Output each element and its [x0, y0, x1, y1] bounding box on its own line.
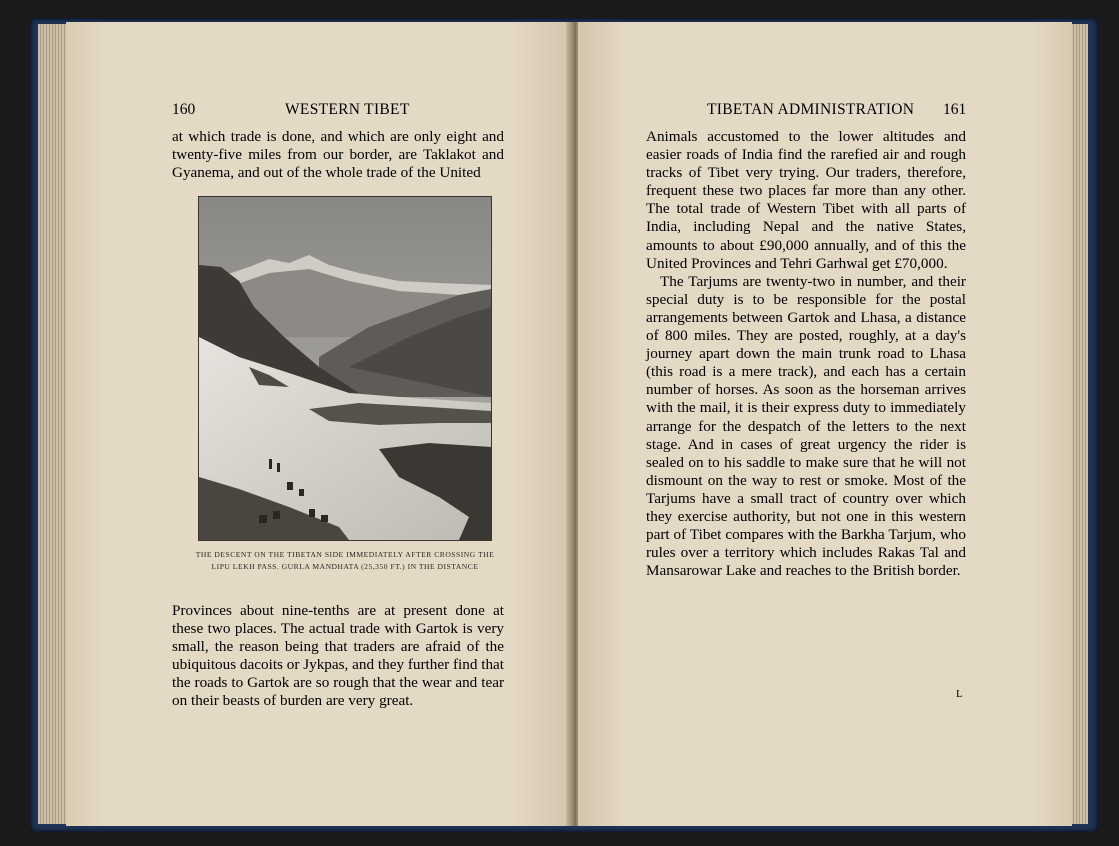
caption-line-1: THE DESCENT ON THE TIBETAN SIDE IMMEDIATELY AFTER CROSSING THE [195, 550, 495, 559]
left-bottom-paragraph: Provinces about nine-tenths are at present done at these two places. The actual trade with Gartok is very small, the reason being that traders are afraid of the ubiquitous dacoits or Jykpas, and they further find that the roads to Gartok are so rough that the wear and tear on their beasts of burden are very great. [172, 602, 504, 710]
left-page-number: 160 [172, 101, 196, 118]
mountain-photograph [198, 196, 492, 541]
photo-caption [190, 549, 500, 573]
right-page-number: 161 [943, 101, 967, 118]
right-body-text [646, 128, 966, 580]
left-running-head: WESTERN TIBET [285, 101, 410, 118]
left-bottom-text [172, 602, 504, 711]
right-paragraph-2: The Tarjums are twenty-two in number, and their special duty is to be responsible for the postal arrangements between Gartok and Lhasa, a distance of 800 miles. They are posted, roughly, at a day's journey apart down the main trunk road to Lhasa (this road is a mere track), and each has a certain number of horses. As soon as the horseman arrives with the mail, it is their express duty to immediately arrange for the despatch of the letters to the next stage. And in cases of great urgency the rider is sealed on to his saddle to make sure that he will not dismount on the way to rest or smoke. Most of the Tarjums have a small tract of country over which they exercise authority, but not one in this western part of Tibet compares with the Barkha Tarjum, who rules over a territory which includes Rakas Tal and Mansarowar Lake and reaches to the British border. [646, 272, 966, 580]
left-top-paragraph: at which trade is done, and which are only eight and twenty-five miles from our border, are Taklakot and Gyanema, and out of the whole trade of the United [172, 128, 504, 182]
left-top-text [172, 128, 504, 182]
signature-mark: L [956, 688, 963, 700]
caption-line-2: LIPU LEKH PASS. GURLA MANDHATA (25,350 FT.) IN THE DISTANCE [211, 562, 479, 571]
right-paragraph-1: Animals accustomed to the lower altitudes and easier roads of India find the rarefied air and rough tracks of Tibet very trying. Our traders, therefore, frequent these two places far more than any other. The total trade of Western Tibet with all parts of India, including Nepal and the native States, amounts to about £90,000 annually, and of this the United Provinces and Tehri Garhwal get £70,000. [646, 128, 966, 272]
mountain-landscape-image [199, 197, 491, 540]
right-running-head: TIBETAN ADMINISTRATION [707, 101, 915, 118]
